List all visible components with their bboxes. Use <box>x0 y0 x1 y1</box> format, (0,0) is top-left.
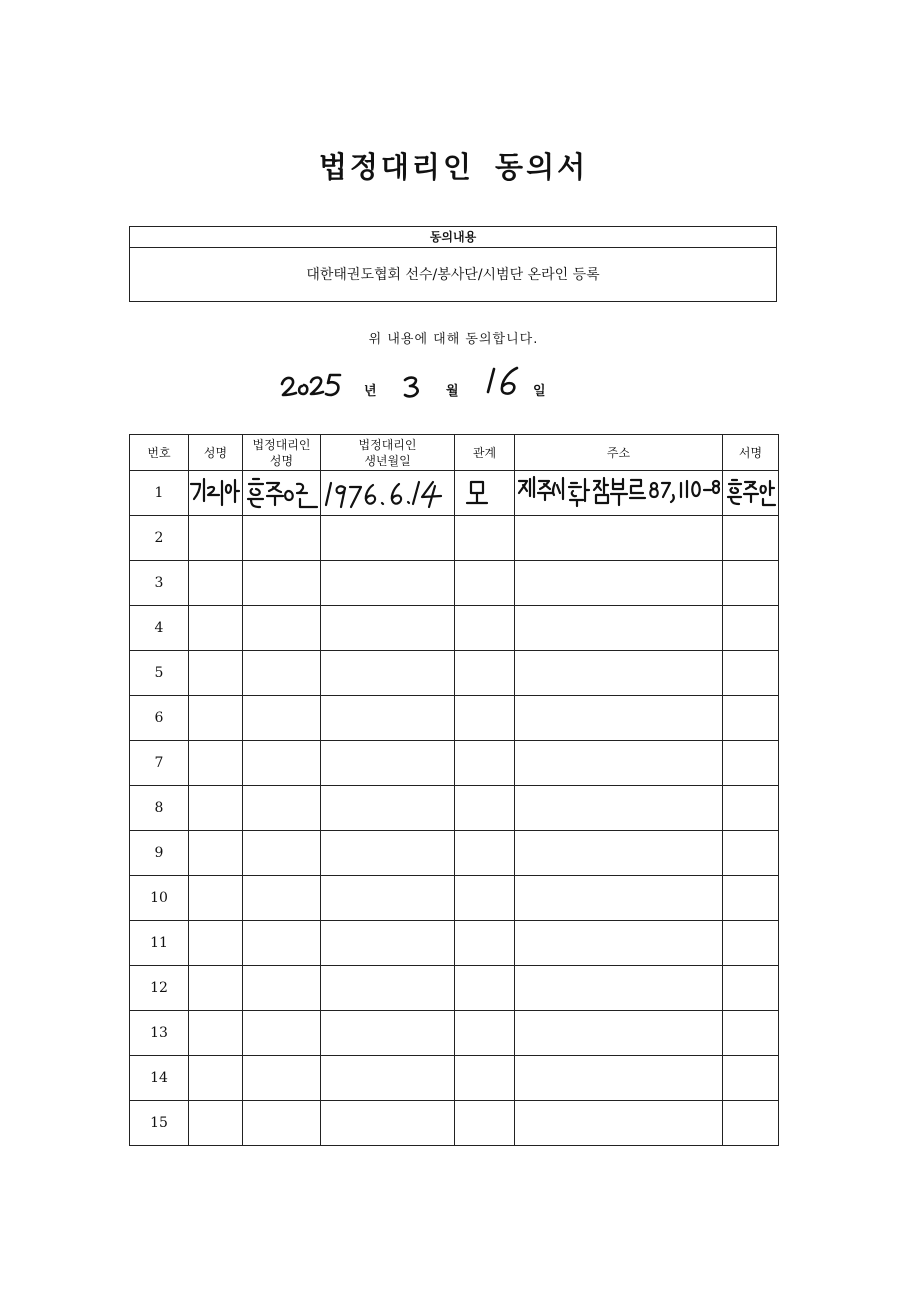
table-row <box>130 921 779 966</box>
handwritten-guardian-birth <box>321 471 455 515</box>
guardian-birth-cell[interactable] <box>321 606 455 651</box>
col-header-signature: 서명 <box>723 435 779 471</box>
row-number: 7 <box>130 741 189 786</box>
relation-cell[interactable] <box>455 696 515 741</box>
signature-cell[interactable] <box>723 1101 779 1146</box>
address-cell[interactable] <box>515 696 723 741</box>
address-cell[interactable] <box>515 741 723 786</box>
name-cell[interactable] <box>189 876 243 921</box>
guardian-name-cell[interactable] <box>243 876 321 921</box>
table-row <box>130 651 779 696</box>
relation-cell[interactable] <box>455 1101 515 1146</box>
handwritten-day-drawing <box>484 362 524 402</box>
signature-cell[interactable] <box>723 831 779 876</box>
table-row <box>130 741 779 786</box>
row-number: 6 <box>130 696 189 741</box>
row-number: 2 <box>130 516 189 561</box>
name-cell[interactable] <box>189 606 243 651</box>
relation-cell[interactable] <box>455 1011 515 1056</box>
row-number: 14 <box>130 1056 189 1101</box>
row-number: 9 <box>130 831 189 876</box>
handwritten-signature <box>723 471 779 515</box>
name-cell[interactable] <box>189 516 243 561</box>
name-cell[interactable] <box>189 1056 243 1101</box>
signature-cell[interactable] <box>723 606 779 651</box>
signature-cell[interactable] <box>723 741 779 786</box>
row-number: 12 <box>130 966 189 1011</box>
handwritten-address <box>515 471 723 515</box>
col-header-address: 주소 <box>515 435 723 471</box>
address-cell[interactable] <box>515 876 723 921</box>
name-cell[interactable] <box>189 1101 243 1146</box>
name-cell[interactable] <box>189 651 243 696</box>
guardian-name-cell[interactable] <box>243 741 321 786</box>
address-cell[interactable] <box>515 1056 723 1101</box>
guardian-birth-cell[interactable] <box>321 1011 455 1056</box>
col-header-relation: 관계 <box>455 435 515 471</box>
guardian-name-cell[interactable] <box>243 1101 321 1146</box>
address-cell[interactable] <box>515 921 723 966</box>
consent-body: 대한태권도협회 선수/봉사단/시범단 온라인 등록 <box>306 267 600 283</box>
signature-cell[interactable] <box>723 696 779 741</box>
table-row <box>130 1011 779 1056</box>
handwritten-relation <box>455 471 515 515</box>
address-cell[interactable] <box>515 966 723 1011</box>
address-cell[interactable] <box>515 1101 723 1146</box>
guardian-birth-cell[interactable] <box>321 831 455 876</box>
name-cell[interactable] <box>189 966 243 1011</box>
col-header-guardian-name: 법정대리인 성명 <box>243 435 321 471</box>
table-row <box>130 1101 779 1146</box>
date-year-unit: 년 <box>364 384 377 399</box>
table-row <box>130 606 779 651</box>
handwritten-year-drawing <box>278 362 344 402</box>
guardian-name-cell[interactable] <box>243 1011 321 1056</box>
handwritten-name <box>189 471 243 515</box>
guardian-birth-cell[interactable] <box>321 1101 455 1146</box>
row-number: 15 <box>130 1101 189 1146</box>
signature-cell[interactable] <box>723 651 779 696</box>
guardian-name-cell[interactable] <box>243 516 321 561</box>
guardian-name-cell[interactable] <box>243 966 321 1011</box>
guardian-birth-cell[interactable] <box>321 921 455 966</box>
address-cell[interactable] <box>515 651 723 696</box>
table-row <box>130 471 779 516</box>
name-cell[interactable] <box>189 741 243 786</box>
signature-cell[interactable] <box>723 561 779 606</box>
guardian-name-cell[interactable] <box>243 651 321 696</box>
guardian-birth-cell[interactable] <box>321 966 455 1011</box>
address-cell[interactable] <box>515 471 723 516</box>
guardian-birth-cell[interactable] <box>321 876 455 921</box>
name-cell[interactable] <box>189 696 243 741</box>
guardian-birth-cell[interactable] <box>321 1056 455 1101</box>
signature-cell[interactable] <box>723 876 779 921</box>
page-title: 법정대리인 동의서 <box>318 150 589 184</box>
guardian-birth-cell[interactable] <box>321 696 455 741</box>
table-row <box>130 561 779 606</box>
address-cell[interactable] <box>515 1011 723 1056</box>
handwritten-month-drawing <box>402 362 426 402</box>
name-cell[interactable] <box>189 831 243 876</box>
col-header-name: 성명 <box>189 435 243 471</box>
guardian-name-cell[interactable] <box>243 1056 321 1101</box>
address-cell[interactable] <box>515 831 723 876</box>
signature-cell[interactable] <box>723 516 779 561</box>
date-day-unit: 일 <box>533 384 546 399</box>
address-cell[interactable] <box>515 561 723 606</box>
relation-cell[interactable] <box>455 921 515 966</box>
guardian-name-cell[interactable] <box>243 921 321 966</box>
signature-cell[interactable] <box>723 786 779 831</box>
relation-cell[interactable] <box>455 966 515 1011</box>
guardian-name-cell[interactable] <box>243 696 321 741</box>
signature-cell[interactable] <box>723 1011 779 1056</box>
row-number: 3 <box>130 561 189 606</box>
name-cell[interactable] <box>189 561 243 606</box>
date-row <box>278 362 598 412</box>
row-number: 11 <box>130 921 189 966</box>
guardian-birth-cell[interactable] <box>321 651 455 696</box>
table-row <box>130 696 779 741</box>
relation-cell[interactable] <box>455 1056 515 1101</box>
table-row <box>130 516 779 561</box>
guardian-birth-cell[interactable] <box>321 471 455 516</box>
table-row <box>130 876 779 921</box>
row-number: 10 <box>130 876 189 921</box>
consent-header: 동의내용 <box>130 227 776 248</box>
guardian-name-cell[interactable] <box>243 606 321 651</box>
name-cell[interactable] <box>189 1011 243 1056</box>
signature-cell[interactable] <box>723 921 779 966</box>
guardian-name-cell[interactable] <box>243 471 321 516</box>
guardian-birth-cell[interactable] <box>321 561 455 606</box>
guardian-name-cell[interactable] <box>243 786 321 831</box>
name-cell[interactable] <box>189 921 243 966</box>
row-number: 4 <box>130 606 189 651</box>
handwritten-day <box>484 362 524 406</box>
handwritten-year <box>278 362 344 406</box>
relation-cell[interactable] <box>455 561 515 606</box>
guardian-name-cell[interactable] <box>243 831 321 876</box>
row-number: 1 <box>130 471 189 516</box>
handwritten-guardian-name <box>243 471 321 515</box>
col-header-guardian-birth: 법정대리인 생년월일 <box>321 435 455 471</box>
handwritten-month <box>402 362 426 406</box>
guardian-birth-cell[interactable] <box>321 786 455 831</box>
row-number: 8 <box>130 786 189 831</box>
relation-cell[interactable] <box>455 516 515 561</box>
name-cell[interactable] <box>189 786 243 831</box>
address-cell[interactable] <box>515 786 723 831</box>
signature-cell[interactable] <box>723 471 779 516</box>
name-cell[interactable] <box>189 471 243 516</box>
address-cell[interactable] <box>515 516 723 561</box>
relation-cell[interactable] <box>455 741 515 786</box>
row-number: 5 <box>130 651 189 696</box>
relation-cell[interactable] <box>455 831 515 876</box>
agreement-statement: 위 내용에 대해 동의합니다. <box>368 332 539 347</box>
guardian-birth-cell[interactable] <box>321 516 455 561</box>
signature-cell[interactable] <box>723 1056 779 1101</box>
relation-cell[interactable] <box>455 651 515 696</box>
table-row <box>130 831 779 876</box>
relation-cell[interactable] <box>455 786 515 831</box>
guardian-name-cell[interactable] <box>243 561 321 606</box>
table-row <box>130 966 779 1011</box>
table-header-row <box>130 435 779 471</box>
consent-box <box>129 226 777 302</box>
address-cell[interactable] <box>515 606 723 651</box>
guardian-birth-cell[interactable] <box>321 741 455 786</box>
signature-cell[interactable] <box>723 966 779 1011</box>
date-month-unit: 월 <box>446 384 459 399</box>
relation-cell[interactable] <box>455 606 515 651</box>
relation-cell[interactable] <box>455 471 515 516</box>
guardian-table <box>129 434 779 1146</box>
relation-cell[interactable] <box>455 876 515 921</box>
table-row <box>130 786 779 831</box>
row-number: 13 <box>130 1011 189 1056</box>
table-row <box>130 1056 779 1101</box>
col-header-number: 번호 <box>130 435 189 471</box>
